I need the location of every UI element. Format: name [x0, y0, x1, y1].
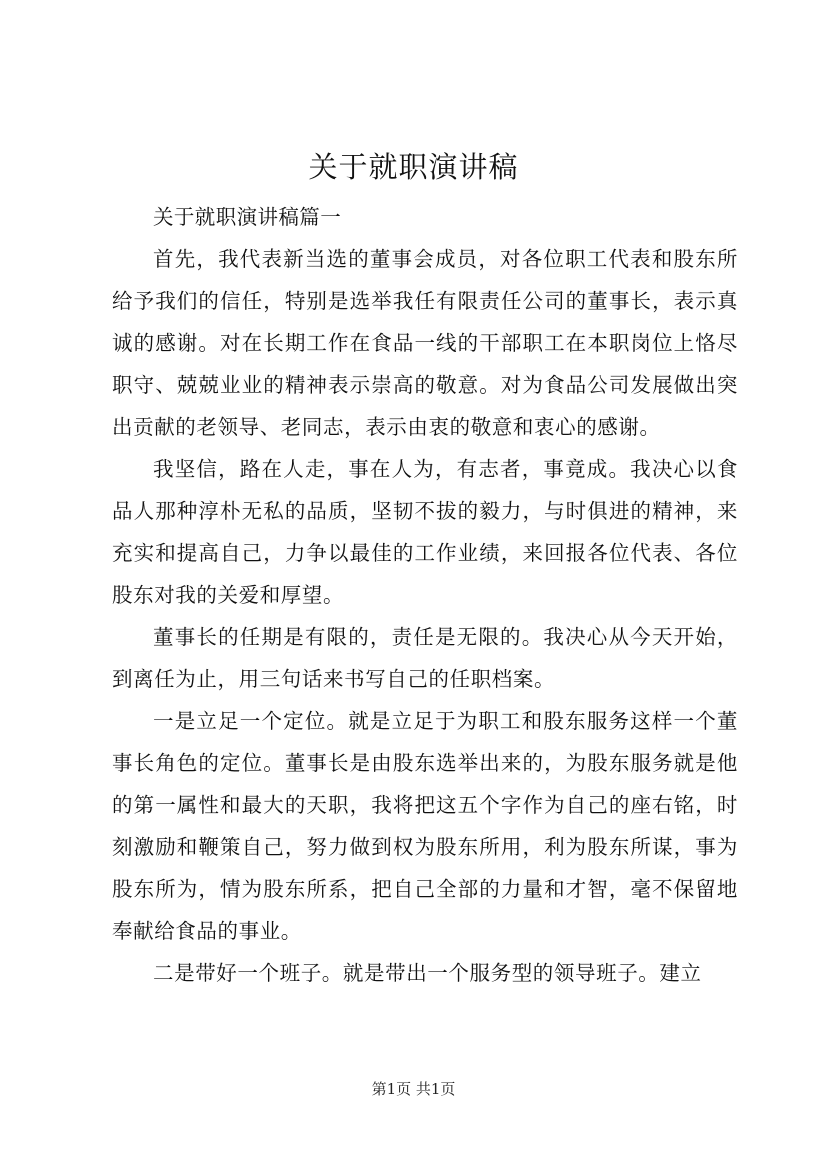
document-body	[112, 196, 738, 994]
paragraph-1: 首先，我代表新当选的董事会成员，对各位职工代表和股东所给予我们的信任，特别是选举我任有限责任公司的董事长，表示真诚的感谢。对在长期工作在食品一线的干部职工在本职岗位上恪尽职守、兢兢业业的精神表示崇高的敬意。对为食品公司发展做出突出贡献的老领导、老同志，表示由衷的敬意和衷心的感谢。	[112, 247, 738, 439]
paragraph-2: 我坚信，路在人走，事在人为，有志者，事竟成。我决心以食品人那种淳朴无私的品质，坚韧不拔的毅力，与时俱进的精神，来充实和提高自己，力争以最佳的工作业绩，来回报各位代表、各位股东对我的关爱和厚望。	[112, 457, 738, 607]
document-title: 关于就职演讲稿	[308, 150, 519, 184]
paragraph-5: 二是带好一个班子。就是带出一个服务型的领导班子。建立	[153, 961, 702, 985]
section-heading: 关于就职演讲稿篇一	[153, 205, 342, 229]
page-footer: 第1页 共1页	[371, 1080, 456, 1098]
paragraph-3: 董事长的任期是有限的，责任是无限的。我决心从今天开始，到离任为止，用三句话来书写自己的任职档案。	[112, 625, 738, 691]
paragraph-4: 一是立足一个定位。就是立足于为职工和股东服务这样一个董事长角色的定位。董事长是由股东选举出来的，为股东服务就是他的第一属性和最大的天职，我将把这五个字作为自己的座右铭，时刻激励和鞭策自己，努力做到权为股东所用，利为股东所谋，事为股东所为，情为股东所系，把自己全部的力量和才智，毫不保留地奉献给食品的事业。	[112, 709, 738, 943]
